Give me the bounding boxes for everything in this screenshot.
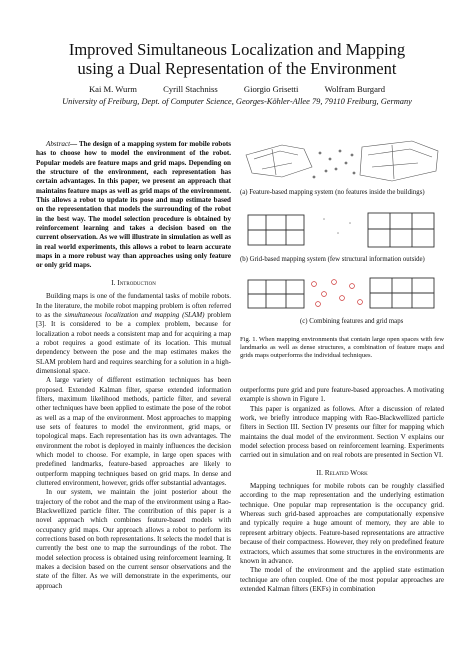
author-3: Giorgio Grisetti bbox=[243, 84, 299, 94]
author-list bbox=[0, 84, 474, 94]
combined-map-walls bbox=[248, 278, 434, 308]
left-column bbox=[36, 140, 231, 591]
combined-map-landmarks bbox=[312, 280, 363, 307]
author-4: Wolfram Burgard bbox=[324, 84, 386, 94]
feature-map-buildings bbox=[246, 141, 438, 181]
subcaption-a: (a) Feature-based mapping system (no features inside the buildings) bbox=[240, 189, 425, 196]
subcaption-c: (c) Combining features and grid maps bbox=[300, 318, 404, 325]
abstract-text: — The design of a mapping system for mobile robots has to choose how to model the environment of the robot. Popular models are feature maps and grid maps. Depending on the structure of the environment, each representation has certain advantages. In this paper, we present an approach that maintains feature maps as well as grid maps of the environment. This allows a robot to update its pose and map estimate based on the representation that models the surrounding of the robot in the best way. The model selection procedure is obtained by reinforcement learning and takes a decision based on the current observation. As we will illustrate in simulation as well as in real world experiments, this allows a robot to learn accurate maps in a more robust way than approaches using only feature or only grid maps. bbox=[36, 140, 231, 270]
section-heading-introduction: I. Introduction bbox=[111, 277, 156, 287]
intro-paragraph-1: Building maps is one of the fundamental tasks of mobile robots. In the literature, the mobile robot mapping problem is often referred to as the simultaneous localization and mapping (SLAM) problem [3]. It is considered to be a complex problem, because for localization a robot needs a consistent map and for acquiring a map a robot requires a good estimate of its location. This mutual dependency between the pose and the map estimates makes the SLAM problem hard and requires searching for a solution in a high-dimensional space. bbox=[36, 292, 231, 375]
grid-map-walls bbox=[248, 213, 434, 247]
affiliation: University of Freiburg, Dept. of Computer Science, Georges-Köhler-Allee 79, 79110 Freiburg, Germany bbox=[62, 97, 412, 106]
author-2: Cyrill Stachniss bbox=[163, 84, 218, 94]
figure-1b-grid-map bbox=[242, 205, 442, 253]
figure-1c-combined-map bbox=[242, 272, 442, 314]
subcaption-b: (b) Grid-based mapping system (few structural information outside) bbox=[240, 256, 425, 263]
intro-paragraph-3-continued: outperforms pure grid and pure feature-based approaches. A motivating example is shown in Figure 1. bbox=[240, 386, 444, 404]
feature-landmarks bbox=[313, 150, 356, 179]
slam-emphasis: simultaneous localization and mapping (SLAM) bbox=[64, 310, 205, 319]
related-paragraph-1: Mapping techniques for mobile robots can be roughly classified according to the map representation and the underlying estimation technique. One popular map representation is the occupancy grid. Whereas such grid-based approaches are computationally expensive and typically require a huge amount of memory, they are able to represent arbitrary objects. Feature-based representations are attractive because of their compactness. However, they rely on predefined feature extractors, which assumes that some structures in the environments are known in advance. bbox=[240, 482, 444, 565]
abstract-label: Abstract bbox=[46, 140, 71, 148]
abstract bbox=[36, 140, 231, 271]
figure-1-caption: Fig. 1. When mapping environments that contain large open spaces with few landmarks as well as dense structures, a combination of feature maps and grids maps outperforms the individual techniques. bbox=[240, 336, 444, 360]
paper-title bbox=[0, 40, 474, 78]
right-column bbox=[240, 386, 444, 594]
intro-paragraph-3: In our system, we maintain the joint posterior about the trajectory of the robot and the map of the environment using a Rao-Blackwellized particle filter. The contribution of this paper is a novel approach which combines feature-based models with occupancy grid maps. Our approach allows a robot to perform its corrections based on both representations. It selects the model that is currently the best one to map the surroundings of the robot. The model selection process is obtained using reinforcement learning. It makes a decision based on the current sensor observations and the state of the filter. As we will demonstrate in the experiments, our approach bbox=[36, 488, 231, 590]
author-1: Kai M. Wurm bbox=[88, 84, 137, 94]
section-heading-related-work: II. Related Work bbox=[316, 467, 368, 477]
title-line-2: using a Dual Representation of the Environment bbox=[77, 59, 397, 78]
title-line-1: Improved Simultaneous Localization and Mapping bbox=[68, 40, 406, 59]
related-paragraph-2: The model of the environment and the applied state estimation technique are often coupled. One of the most popular approaches are extended Kalman filters (EKFs) in combination bbox=[240, 566, 444, 593]
intro-paragraph-2: A large variety of different estimation techniques has been proposed. Extended Kalman filter, sparse extended information filters, maximum likelihood methods, particle filter, and several other techniques have been applied to estimate the pose of the robot as well as a map of the environment. Most approaches to mapping use sets of features to model the environment, grid maps, or topological maps. Each representation has its own advantages. The environment the robot is deployed in mainly influences the decision which model to choose. For example, in large open spaces with predefined landmarks, feature-based approaches are likely to outperform mapping techniques based on grid maps. In dense and cluttered environment, however, grids offer substantial advantages. bbox=[36, 376, 231, 488]
figure-1a-feature-map bbox=[242, 137, 442, 187]
grid-map-sparse-points bbox=[323, 218, 351, 234]
intro-paragraph-4: This paper is organized as follows. After a discussion of related work, we briefly introduce mapping with Rao-Blackwellized particle filters in Section III. Section IV presents our filter for mapping which maintains the dual model of the environment. Section V explains our model selection process based on reinforcement learning. Experiments carried out in simulation and on real robots are presented in Section VI. bbox=[240, 404, 444, 460]
